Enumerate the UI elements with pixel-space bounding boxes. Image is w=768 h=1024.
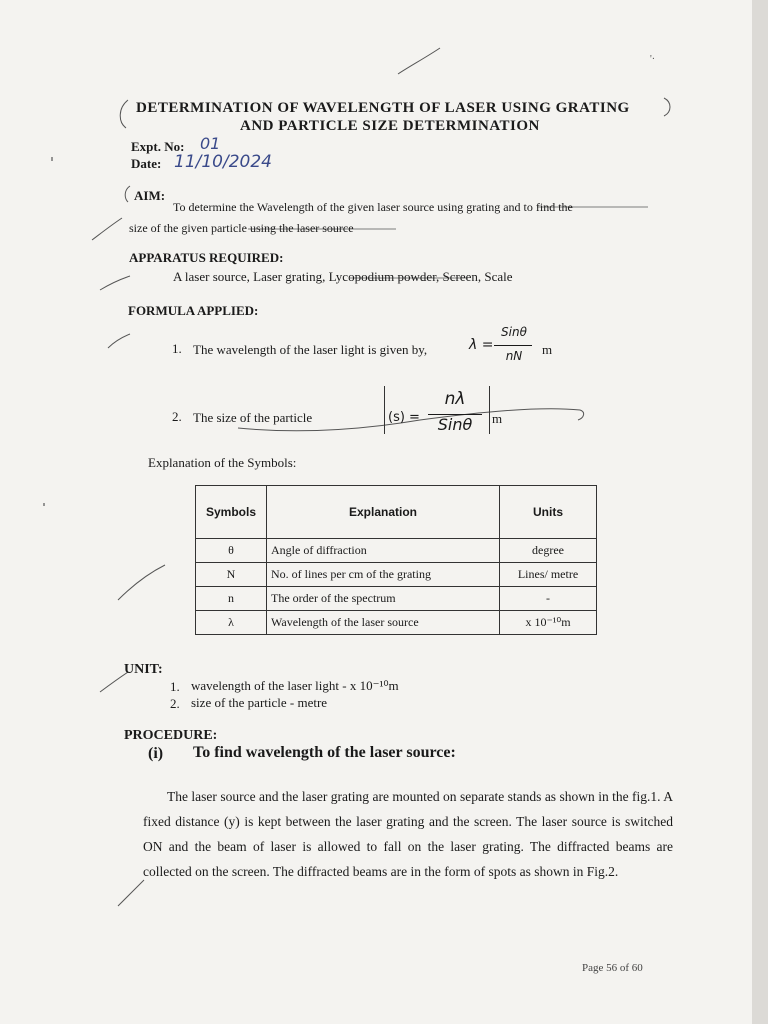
formula-2-lhs: (s) = bbox=[388, 410, 420, 425]
expt-value: 01 bbox=[200, 134, 221, 153]
date-value: 11/10/2024 bbox=[174, 152, 272, 172]
aim-line-1: To determine the Wavelength of the given laser source using grating and to find the bbox=[173, 200, 573, 214]
formula-heading: FORMULA APPLIED: bbox=[128, 303, 259, 318]
pen-tick-table bbox=[118, 565, 165, 600]
title-line-2: AND PARTICLE SIZE DETERMINATION bbox=[240, 118, 540, 134]
table-cell-explanation: The order of the spectrum bbox=[267, 587, 500, 611]
table-cell-unit: degree bbox=[500, 539, 597, 563]
table-cell-symbol: θ bbox=[196, 539, 267, 563]
aim-line-2: size of the given particle using the laser source bbox=[129, 221, 354, 235]
formula-2-numerator: nλ bbox=[444, 389, 466, 409]
table-cell-explanation: No. of lines per cm of the grating bbox=[267, 563, 500, 587]
table-row bbox=[196, 587, 597, 611]
pen-tick-apparatus bbox=[100, 276, 130, 290]
table-cell-symbol: λ bbox=[196, 611, 267, 635]
page-footer: Page 56 of 60 bbox=[582, 962, 643, 974]
procedure-sub-title: To find wavelength of the laser source: bbox=[193, 744, 456, 761]
aim-heading: AIM: bbox=[134, 188, 166, 203]
unit-item-2-number: 2. bbox=[170, 696, 180, 711]
unit-heading: UNIT: bbox=[124, 662, 163, 677]
unit-item-1: wavelength of the laser light - x 10⁻¹⁰m bbox=[191, 678, 399, 693]
apparatus-heading: APPARATUS REQUIRED: bbox=[129, 250, 284, 265]
formula-1-fraction-bar bbox=[494, 345, 532, 346]
corner-mark: '· bbox=[650, 54, 656, 65]
table-cell-symbol: N bbox=[196, 563, 267, 587]
formula-1-lhs: λ = bbox=[469, 337, 494, 353]
formula-2-denominator: Sinθ bbox=[437, 415, 473, 434]
formula-2-text: The size of the particle bbox=[193, 410, 313, 425]
unit-item-1-number: 1. bbox=[170, 679, 180, 694]
expt-label: Expt. No: bbox=[131, 139, 185, 154]
pen-bracket-title-right bbox=[664, 98, 670, 116]
pen-bracket-title bbox=[120, 100, 128, 128]
formula-2-unit: m bbox=[492, 411, 503, 426]
table-cell-unit: x 10⁻¹⁰m bbox=[500, 611, 597, 635]
table-cell-explanation: Angle of diffraction bbox=[267, 539, 500, 563]
formula-1-text: The wavelength of the laser light is given by, bbox=[193, 342, 428, 357]
table-header-units: Units bbox=[500, 486, 597, 539]
table-cell-unit: - bbox=[500, 587, 597, 611]
formula-1-numerator: Sinθ bbox=[501, 325, 527, 339]
unit-item-2: size of the particle - metre bbox=[191, 695, 328, 710]
table-row bbox=[196, 611, 597, 635]
procedure-sub-number: (i) bbox=[148, 745, 164, 762]
procedure-heading: PROCEDURE: bbox=[124, 728, 218, 743]
pen-tick-paragraph bbox=[118, 880, 144, 906]
title-line-1: DETERMINATION OF WAVELENGTH OF LASER USING GRATING bbox=[136, 100, 630, 116]
explanation-heading: Explanation of the Symbols: bbox=[148, 455, 297, 470]
table-cell-explanation: Wavelength of the laser source bbox=[267, 611, 500, 635]
table-cell-symbol: n bbox=[196, 587, 267, 611]
pen-tick-aim bbox=[92, 218, 122, 240]
pen-bracket-aim bbox=[125, 186, 130, 202]
formula-1-unit: m bbox=[542, 342, 553, 357]
table-header-symbols: Symbols bbox=[196, 486, 267, 539]
apparatus-text: A laser source, Laser grating, Lycopodium powder, Screen, Scale bbox=[173, 269, 513, 284]
formula-2-number: 2. bbox=[172, 409, 182, 424]
formula-1-denominator: nN bbox=[505, 349, 523, 363]
table-row bbox=[196, 539, 597, 563]
formula-1-number: 1. bbox=[172, 341, 182, 356]
symbols-table bbox=[195, 485, 597, 635]
table-cell-unit: Lines/ metre bbox=[500, 563, 597, 587]
table-header-row bbox=[196, 486, 597, 539]
table-header-explanation: Explanation bbox=[267, 486, 500, 539]
pen-tick-formula bbox=[108, 334, 130, 348]
procedure-paragraph: The laser source and the laser grating are mounted on separate stands as shown in the fig.1. A fixed distance (y) is kept between the laser grating and the screen. The laser source is switched ON and the beam of laser is allowed to fall on the laser grating. The diffracted beams are collected on the screen. The diffracted beams are in the form of spots as shown in Fig.2. bbox=[143, 789, 673, 879]
page-edge-shadow bbox=[752, 0, 768, 1024]
date-label: Date: bbox=[131, 156, 162, 171]
pen-tick-top bbox=[398, 48, 440, 74]
table-row bbox=[196, 563, 597, 587]
